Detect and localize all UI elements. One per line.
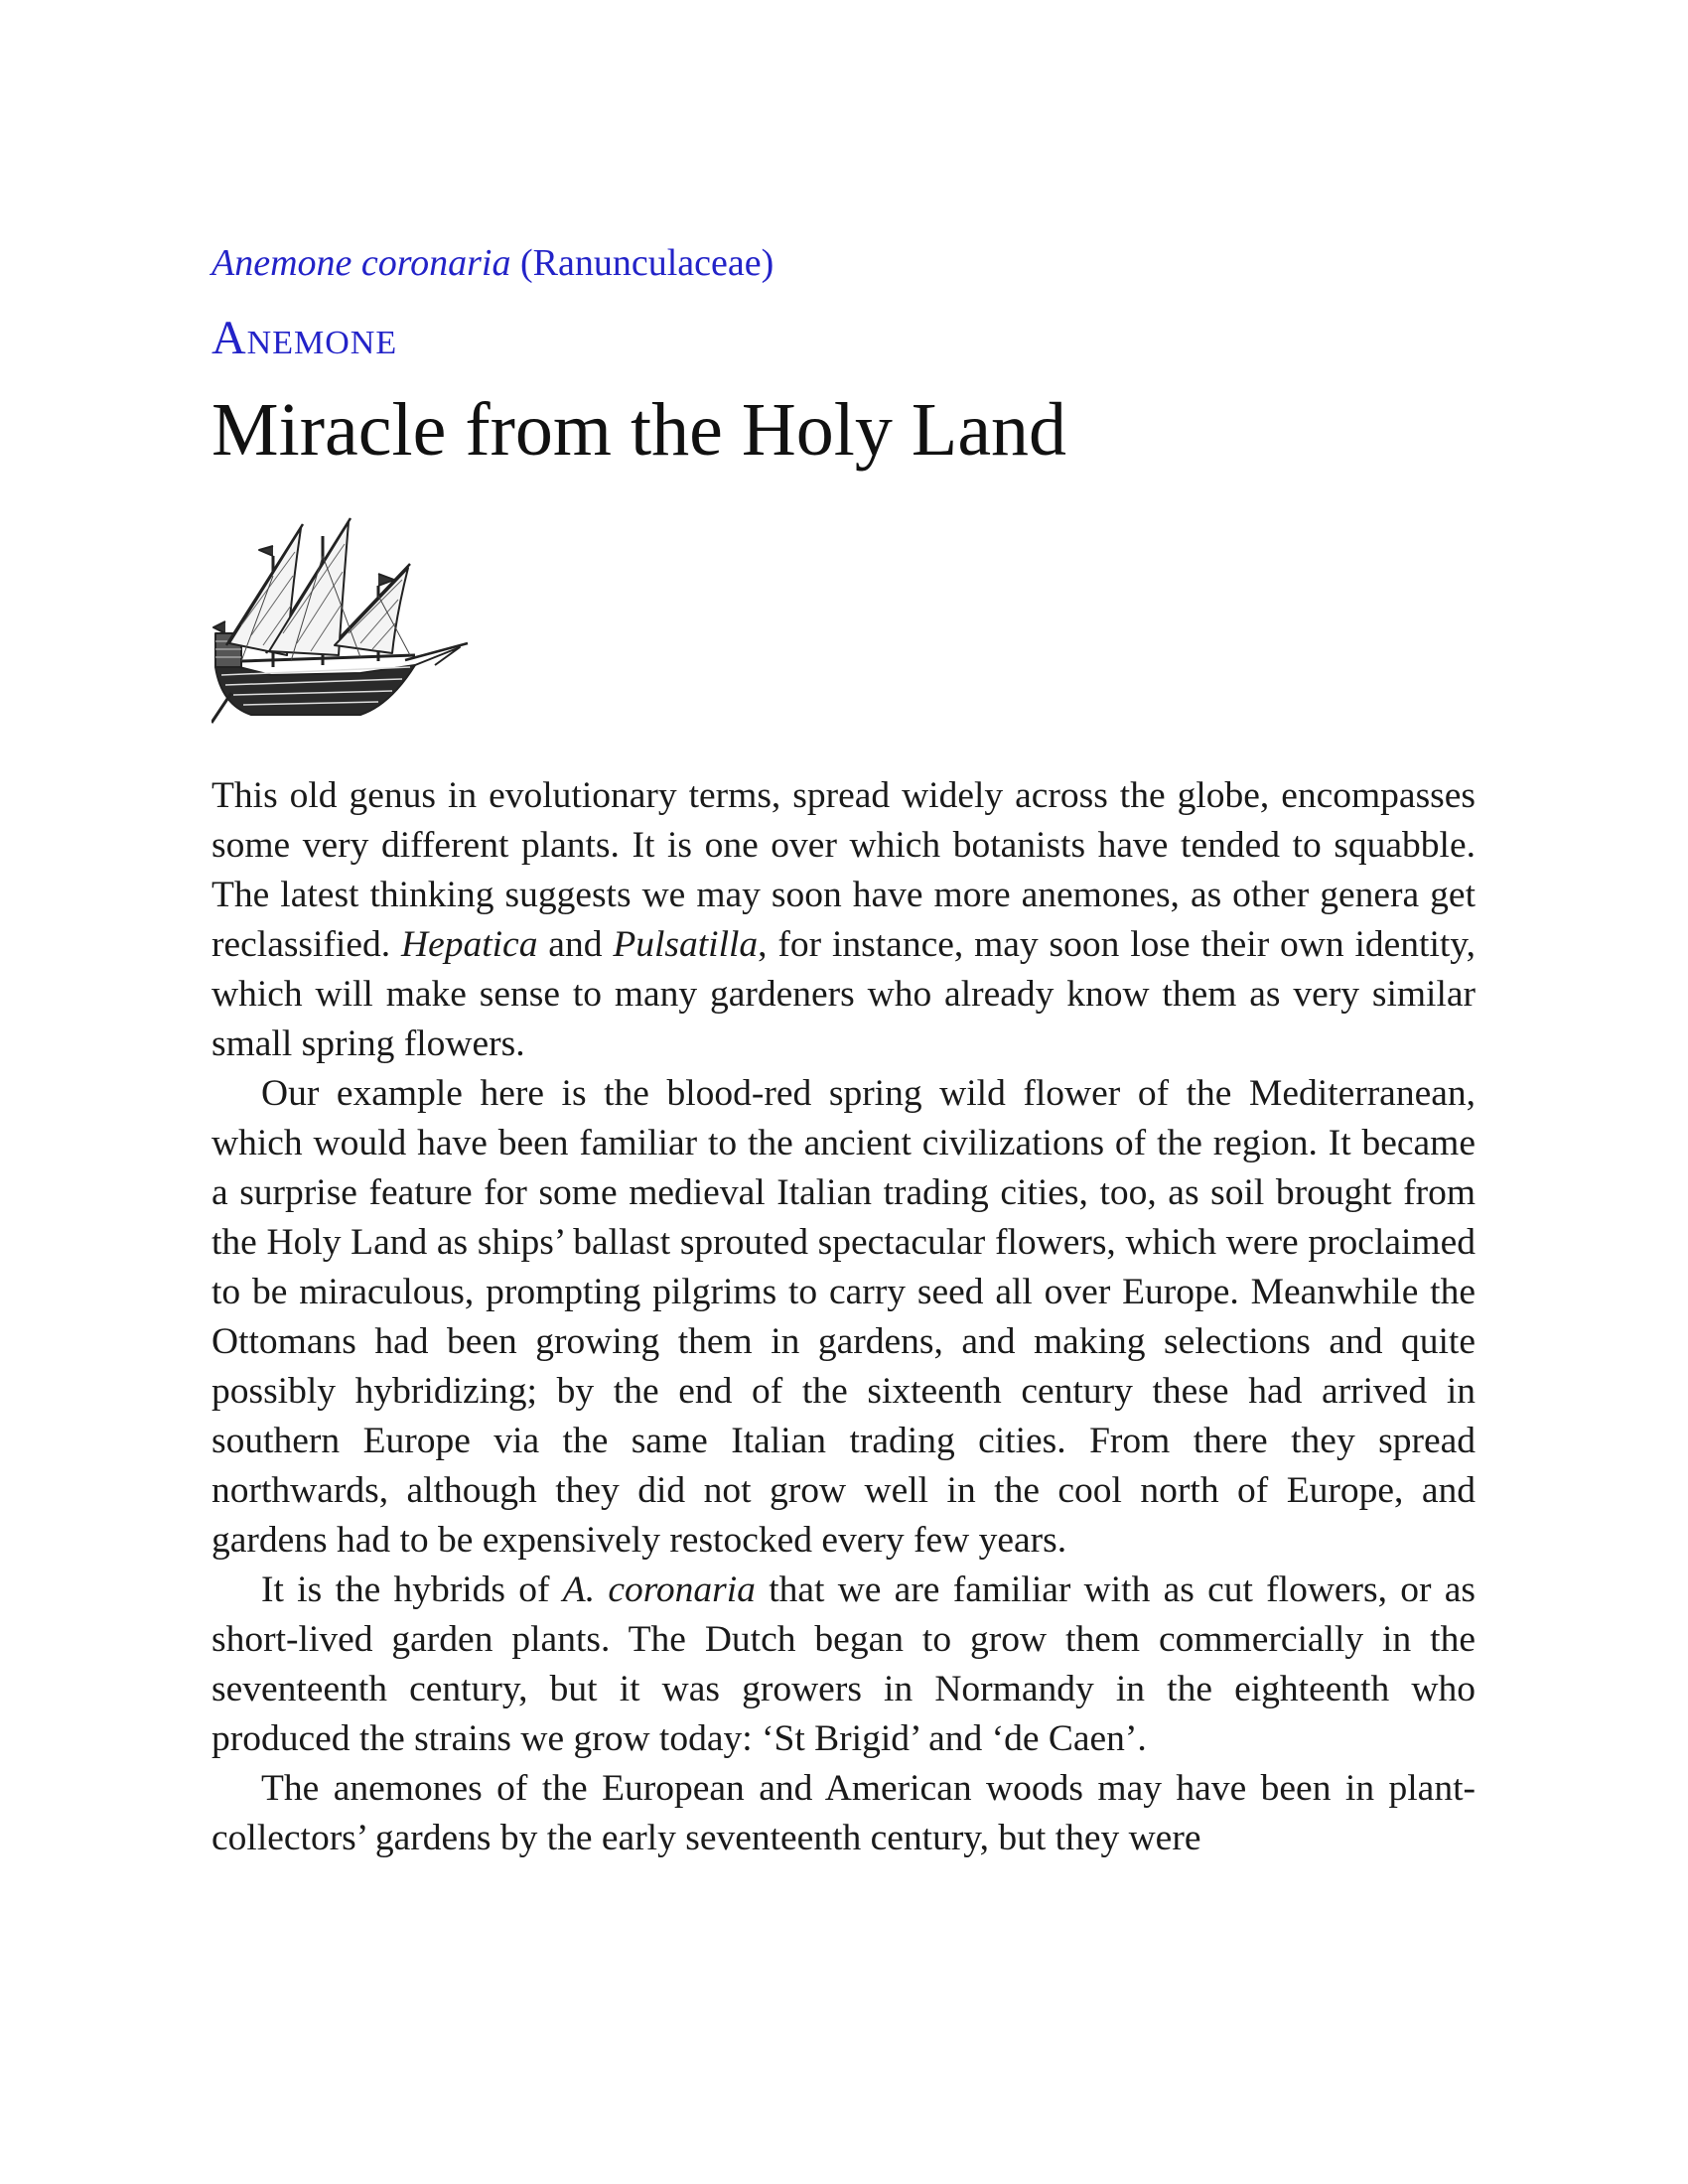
plant-family: (Ranunculaceae) bbox=[519, 242, 774, 284]
paragraph: Our example here is the blood-red spring wild flower of the Mediterranean, which would have been familiar to the ancient civilizations of the region. It became a surprise feature for some medieval Italian trading cities, too, as soil brought from the Holy Land as ships’ ballast sprouted spectacular flowers, which were proclaimed to be miraculous, prompting pilgrims to carry seed all over Europe. Meanwhile the Ottomans had been growing them in gardens, and making selections and quite possibly hybridizing; by the end of the sixteenth century these had arrived in southern Europe via the same Italian trading cities. From there they spread northwards, although they did not grow well in the cool north of Europe, and gardens had to be expensively restocked every few years. bbox=[211, 1073, 1476, 1561]
body-text bbox=[211, 771, 1476, 1863]
genus-species: Anemone coronaria bbox=[211, 242, 511, 284]
paragraph: The anemones of the European and American woods may have been in plant-collectors’ gardens by the early seventeenth century, but they were bbox=[211, 1768, 1476, 1858]
chapter-title: Miracle from the Holy Land bbox=[211, 388, 1067, 472]
paragraph: This old genus in evolutionary terms, spread widely across the globe, encompasses some very different plants. It is one over which botanists have tended to squabble. The latest thinking suggests we may soon have more anemones, as other genera get reclassified. Hepatica and Pulsatilla, for instance, may soon lose their own identity, which will make sense to many gardeners who already know them as very similar small spring flowers. bbox=[211, 775, 1476, 1064]
botanical-name bbox=[211, 241, 774, 285]
genus-reference: Pulsatilla bbox=[613, 924, 759, 965]
common-name: Anemone bbox=[211, 312, 398, 364]
genus-reference: Hepatica bbox=[400, 924, 538, 965]
species-reference: A. coronaria bbox=[562, 1570, 756, 1610]
sailing-ship-icon bbox=[211, 516, 470, 725]
paragraph: It is the hybrids of A. coronaria that we are familiar with as cut flowers, or as short-lived garden plants. The Dutch began to grow them commercially in the seventeenth century, but it was growers in Normandy in the eighteenth who produced the strains we grow today: ‘St Brigid’ and ‘de Caen’. bbox=[211, 1570, 1476, 1759]
